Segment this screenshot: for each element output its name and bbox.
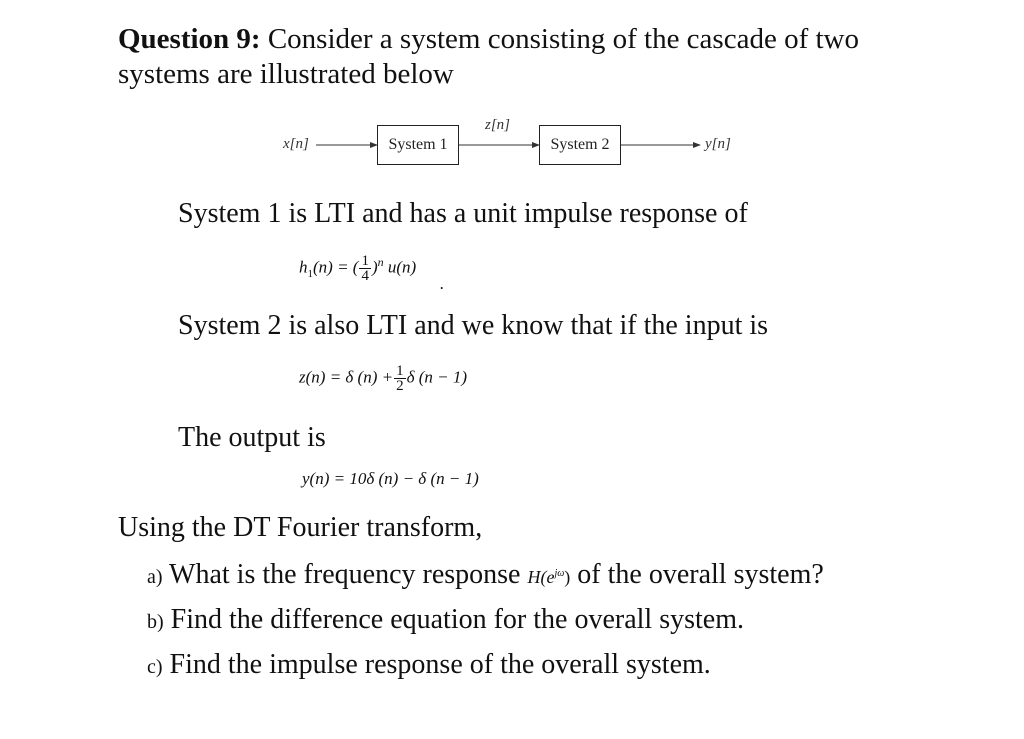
system1-period: . xyxy=(440,274,445,293)
signal-x: x[n] xyxy=(283,136,309,152)
output-equation: y(n) = 10δ (n) − δ (n − 1) xyxy=(302,469,479,488)
question-text-1: Consider a system consisting of the cascade of two xyxy=(260,23,859,55)
system2-equation: z(n) = δ (n) + $\frac{1}{2}$ δ (n − 1) xyxy=(299,363,468,394)
question-line-2: systems are illustrated below xyxy=(118,58,454,90)
item-a: a) What is the frequency response $H(e^{j\omega})$ of the overall system? xyxy=(147,559,824,590)
diagram-lines xyxy=(0,0,1024,200)
instructions-text: Using the DT Fourier transform, xyxy=(118,512,483,543)
fraction-one-half: $\frac{1}{2}$ xyxy=(396,363,404,394)
system1-equation: $h_1(n)$ = ( $\frac{1}{4}$ )$^n$ u(n) xyxy=(299,253,417,285)
item-c-label: c) xyxy=(147,656,163,678)
question-number: Question 9: xyxy=(118,23,261,55)
system-1-box: System 1 xyxy=(377,125,459,165)
item-b: b) Find the difference equation for the overall system. xyxy=(147,604,744,635)
signal-y: y[n] xyxy=(705,136,731,152)
signal-z: z[n] xyxy=(485,117,511,133)
item-a-label: a) xyxy=(147,566,163,588)
fraction-one-quarter: $\frac{1}{4}$ xyxy=(361,253,369,285)
system-2-box: System 2 xyxy=(539,125,621,165)
item-b-label: b) xyxy=(147,611,164,633)
output-text: The output is xyxy=(178,422,326,453)
system1-text: System 1 is LTI and has a unit impulse response of xyxy=(178,198,748,229)
system2-text: System 2 is also LTI and we know that if the input is xyxy=(178,310,769,341)
item-c: c) Find the impulse response of the overall system. xyxy=(147,649,711,680)
frequency-response-symbol: $H(e^{j\omega})$ xyxy=(527,567,571,587)
